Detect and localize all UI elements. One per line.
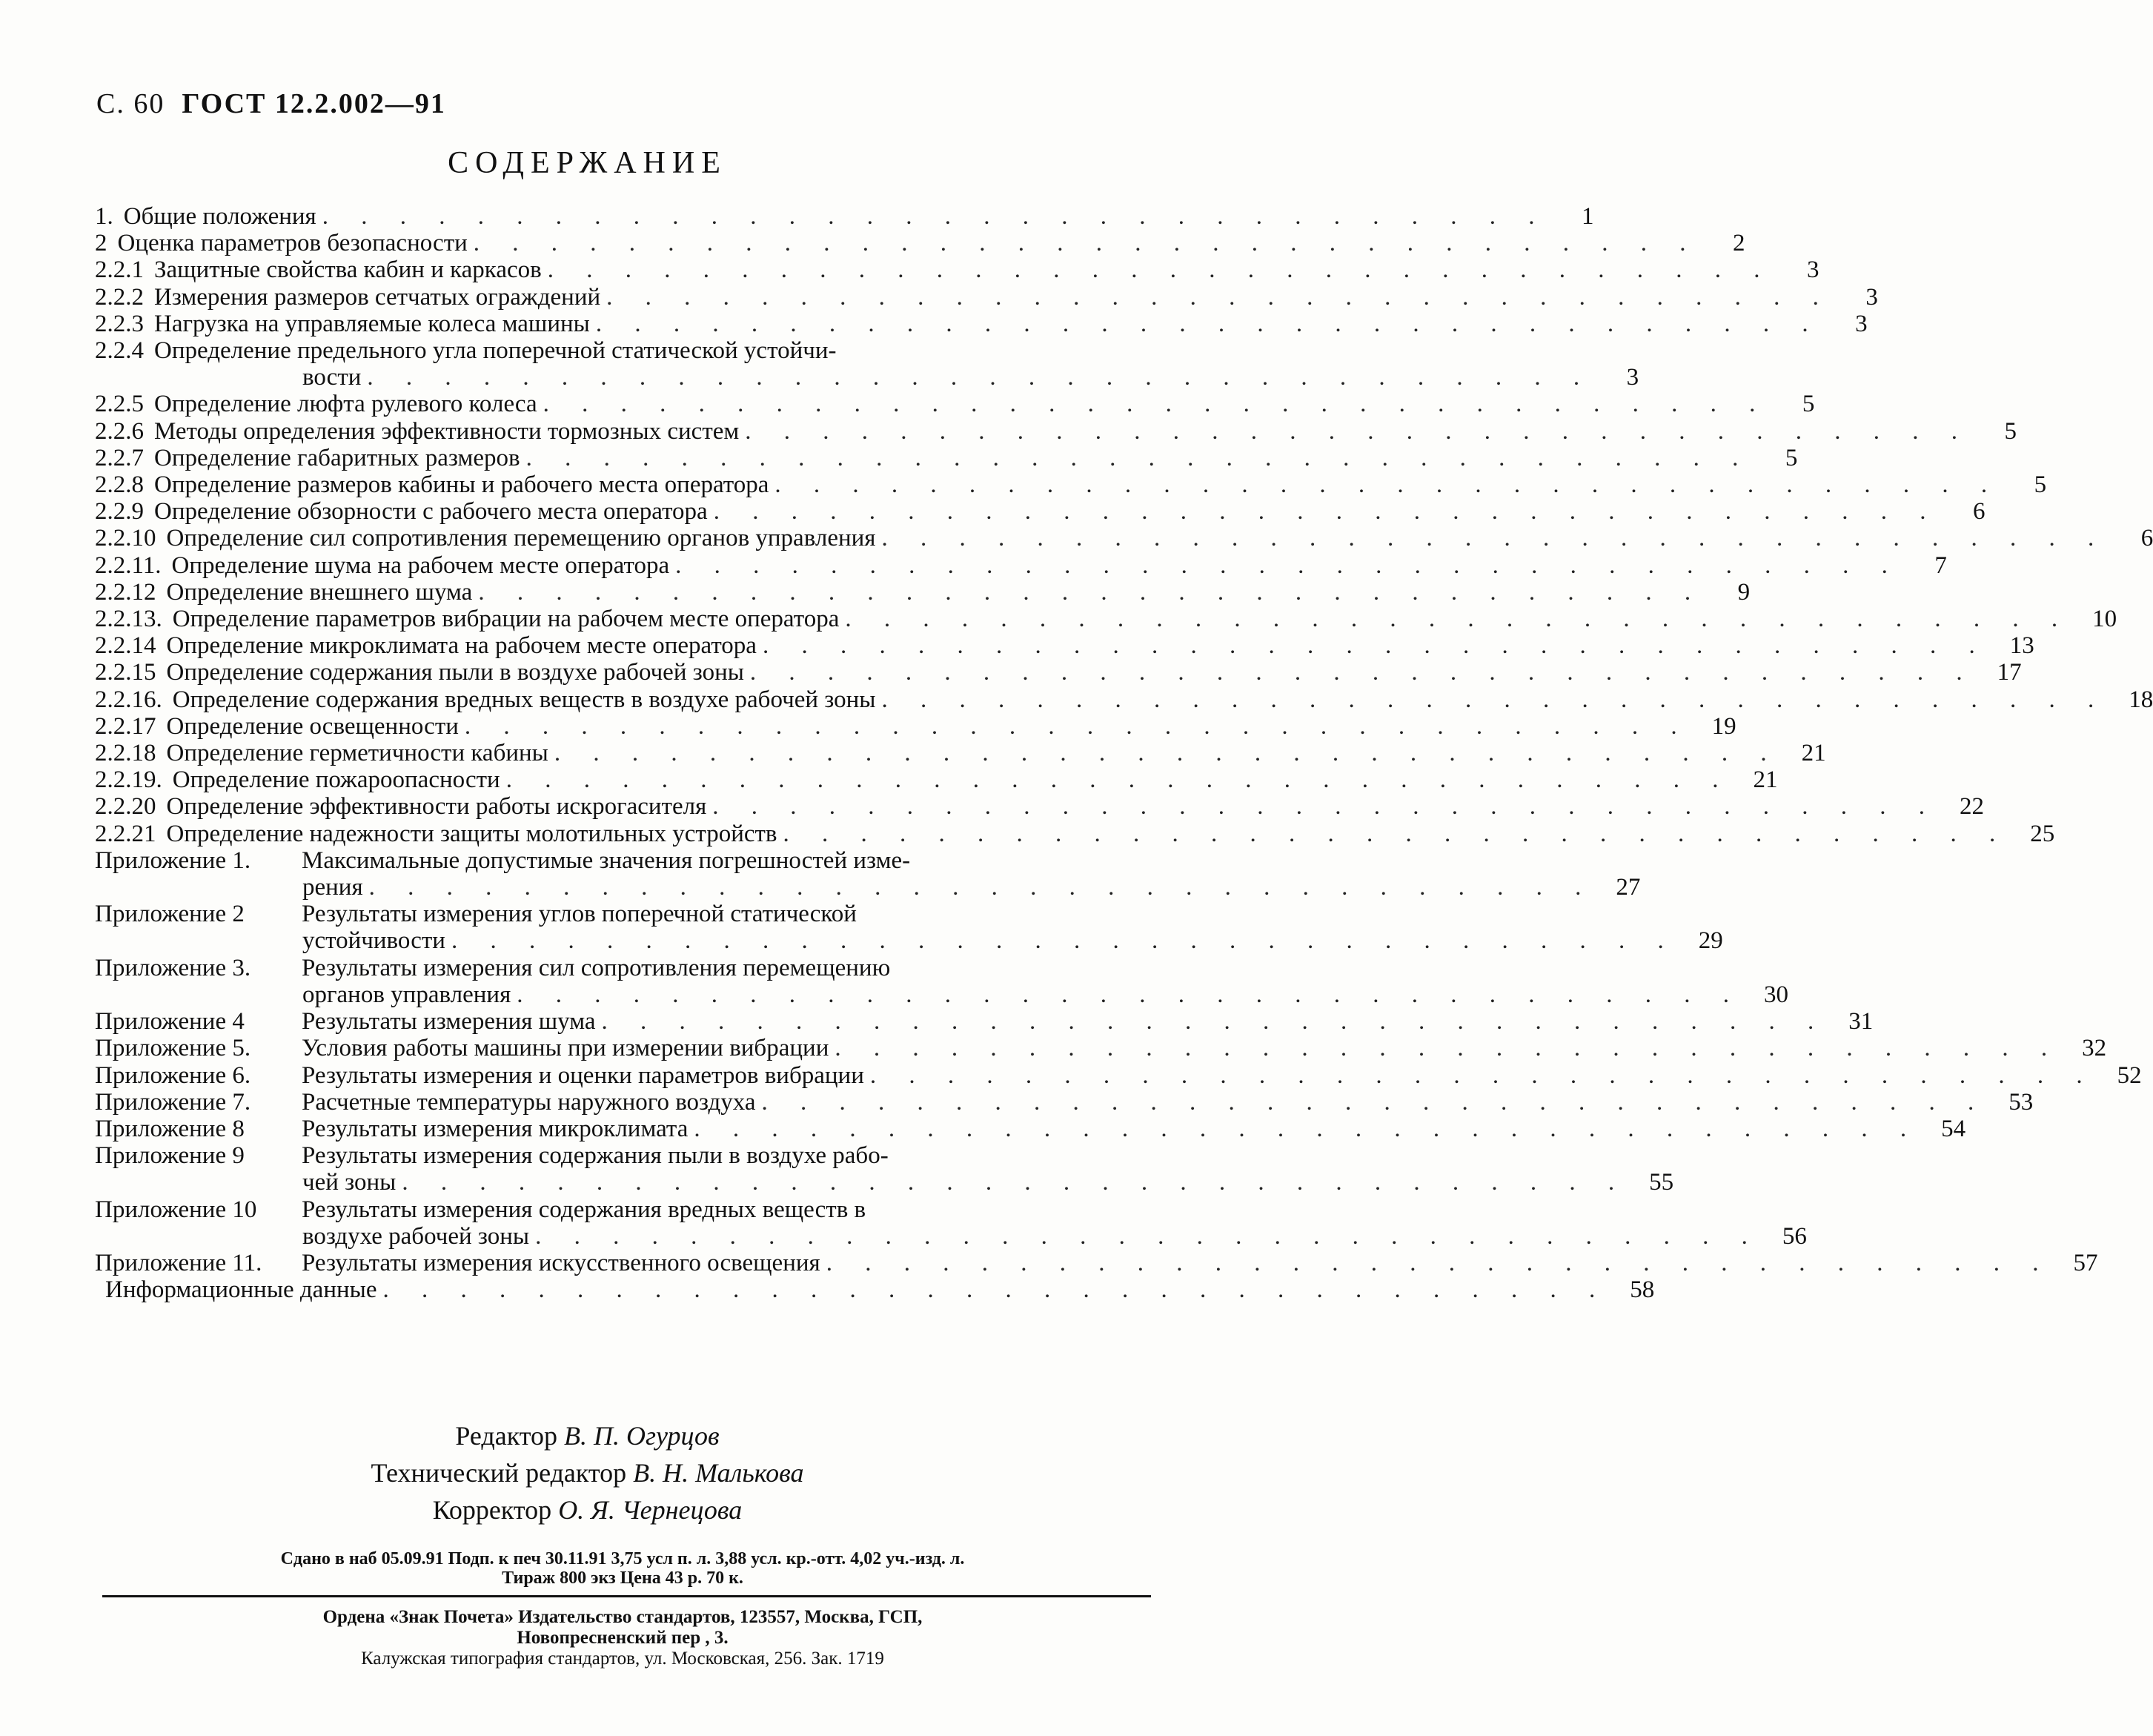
toc-entry-title: Оценка параметров безопасности [117,230,468,257]
toc-leader-dots: . . . . . . . . . . . . . . . . . . . . . . . . . . . . . . . . [694,1115,1920,1142]
toc-entry-page: 5 [2034,471,2047,499]
toc-entry-title: Информационные данные [105,1276,377,1304]
toc-entry [95,847,1118,874]
table-of-contents [95,203,2153,1304]
toc-entry-number: 2.2.12 [95,578,156,606]
toc-entry-title: воздухе рабочей зоны [302,1222,530,1250]
toc-leader-dots: . . . . . . . . . . . . . . . . . . . . . . . . . . . . . . . . [601,1008,1828,1036]
toc-entry [95,606,2117,633]
page-number: С. 60 [96,88,165,119]
toc-entry [95,659,2022,686]
toc-leader-dots: . . . . . . . . . . . . . . . . . . . . . . . . . . . . . . . . [835,1035,2061,1062]
toc-entry [95,927,1723,955]
toc-leader-dots: . . . . . . . . . . . . . . . . . . . . . . . . . . . . . . . . [783,820,2009,847]
toc-entry-number: Приложение 3. [95,954,251,981]
toc-entry-page: 1 [1581,203,1594,230]
toc-entry-page: 5 [1785,444,1798,471]
toc-entry-title: Определение предельного угла поперечной статической устойчи- [154,337,837,365]
toc-entry-title: Нагрузка на управляемые колеса машины [154,310,590,337]
toc-leader-dots: . . . . . . . . . . . . . . . . . . . . . . . . . . . . . . . . [745,417,1971,445]
toc-entry [95,364,1639,391]
toc-entry-number: 2.2.3 [95,310,144,337]
toc-entry-title: Результаты измерения содержания вредных веществ в [302,1196,866,1223]
editor-name: В. П. Огурцов [564,1421,720,1451]
toc-entry-title: Определение эффективности работы искрогасителя [166,793,707,821]
toc-entry [95,551,1947,579]
toc-entry-number: 1. [95,203,113,230]
toc-entry [95,1088,2034,1116]
imprint [96,1549,1149,1588]
toc-entry [95,578,1751,606]
toc-leader-dots: . . . . . . . . . . . . . . . . . . . . . . . . . . . . . . . . [881,686,2108,713]
toc-entry-page: 52 [2117,1061,2142,1089]
toc-entry-number: 2.2.15 [95,659,156,686]
toc-entry [95,740,1826,767]
toc-entry [95,1276,1655,1304]
toc-entry-page: 21 [1753,766,1778,794]
toc-leader-dots: . . . . . . . . . . . . . . . . . . . . . . . . . . . . . . . . [595,310,1822,337]
corrector-line: Корректор О. Я. Чернецова [432,1495,743,1525]
toc-leader-dots: . . . . . . . . . . . . . . . . . . . . . . . . . . . . . . . . [826,1249,2052,1276]
toc-entry-title: Определение обзорности с рабочего места оператора [154,498,708,526]
toc-leader-dots: . . . . . . . . . . . . . . . . . . . . . . . . . . . . . . . . [675,551,1901,579]
toc-leader-dots: . . . . . . . . . . . . . . . . . . . . . . . . . . . . . . . . [606,283,1832,311]
toc-entry-page: 5 [1802,391,1815,418]
toc-entry-title: Определение содержания вредных веществ в воздухе рабочей зоны [172,686,876,713]
toc-entry-page: 21 [1801,740,1826,767]
publisher-line-2: Новопресненский пер , 3. [517,1628,729,1648]
toc-entry [95,686,2153,713]
toc-entry [95,1115,1966,1142]
toc-leader-dots: . . . . . . . . . . . . . . . . . . . . . . . . . . . . . . . . [368,874,1595,901]
toc-entry-number: 2.2.2 [95,283,144,311]
toc-entry-number: 2.2.14 [95,632,156,660]
toc-entry-page: 58 [1630,1276,1655,1304]
toc-entry [95,901,1118,927]
toc-leader-dots: . . . . . . . . . . . . . . . . . . . . . . . . . . . . . . . . [505,766,1732,794]
toc-entry-number: 2 [95,230,107,257]
toc-leader-dots: . . . . . . . . . . . . . . . . . . . . . . . . . . . . . . . . [464,712,1691,740]
toc-entry [95,981,1788,1008]
toc-entry-page: 27 [1616,874,1641,901]
toc-leader-dots: . . . . . . . . . . . . . . . . . . . . . . . . . . . . . . . . [367,364,1593,391]
publisher-info [96,1607,1149,1669]
toc-entry-title: Методы определения эффективности тормозных систем [154,417,740,445]
toc-entry [95,391,1815,418]
toc-entry [95,1222,1807,1250]
toc-entry-title: Условия работы машины при измерении вибрации [302,1035,829,1062]
toc-entry-title: Результаты измерения содержания пыли в воздухе рабо- [302,1142,889,1170]
toc-entry [95,498,1986,526]
toc-entry-title: Максимальные допустимые значения погрешностей изме- [302,847,911,874]
toc-entry-title: Результаты измерения шума [302,1008,596,1036]
toc-leader-dots: . . . . . . . . . . . . . . . . . . . . . . . . . . . . . . . . [517,981,1742,1008]
toc-entry-number: 2.2.17 [95,712,156,740]
toc-entry [95,310,1868,337]
toc-entry-page: 54 [1941,1115,1966,1142]
toc-entry [95,1061,2142,1089]
toc-entry-number: 2.2.21 [95,820,156,847]
credits [0,1417,1175,1528]
divider [102,1595,1151,1597]
toc-leader-dots: . . . . . . . . . . . . . . . . . . . . . . . . . . . . . . . . [712,793,1939,821]
toc-entry-title: Определение содержания пыли в воздухе рабочей зоны [166,659,744,686]
toc-entry [95,1249,2098,1276]
tech-editor-line: Технический редактор В. Н. Малькова [371,1458,804,1488]
editor-line: Редактор В. П. Огурцов [455,1421,720,1451]
toc-entry-page: 22 [1960,793,1985,821]
toc-entry-number: Приложение 10 [95,1196,257,1223]
toc-entry-number: Приложение 7. [95,1088,251,1116]
toc-leader-dots: . . . . . . . . . . . . . . . . . . . . . . . . . . . . . . . . [761,1088,1988,1116]
toc-entry-page: 3 [1626,364,1639,391]
toc-leader-dots: . . . . . . . . . . . . . . . . . . . . . . . . . . . . . . . . [535,1222,1761,1250]
toc-entry [95,1169,1674,1196]
toc-entry-number: 2.2.19. [95,766,162,794]
toc-leader-dots: . . . . . . . . . . . . . . . . . . . . . . . . . . . . . . . . [547,256,1774,284]
toc-entry-number: 2.2.16. [95,686,162,713]
toc-leader-dots: . . . . . . . . . . . . . . . . . . . . . . . . . . . . . . . . [525,444,1752,471]
toc-entry-number: 2.2.10 [95,525,156,552]
toc-leader-dots: . . . . . . . . . . . . . . . . . . . . . . . . . . . . . . . . [713,498,1940,526]
toc-entry-number: 2.2.8 [95,471,144,499]
toc-entry [95,256,1819,284]
toc-leader-dots: . . . . . . . . . . . . . . . . . . . . . . . . . . . . . . . . [402,1169,1628,1196]
toc-entry-title: Определение шума на рабочем месте оператора [171,551,670,579]
standard-code: ГОСТ 12.2.002—91 [182,88,446,119]
toc-entry [95,1142,1118,1169]
page-title: СОДЕРЖАНИЕ [448,146,727,180]
toc-entry [95,793,1985,821]
toc-entry-number: Приложение 9 [95,1142,245,1170]
toc-leader-dots: . . . . . . . . . . . . . . . . . . . . . . . . . . . . . . . . [382,1276,1609,1304]
toc-entry-title: органов управления [302,981,511,1008]
toc-entry-title: вости [302,364,362,391]
toc-entry-page: 53 [2008,1088,2034,1116]
toc-entry [95,820,2055,847]
toc-entry-number: 2.2.11. [95,551,162,579]
toc-entry-number: Приложение 11. [95,1249,262,1276]
toc-entry-number: 2.2.1 [95,256,144,284]
toc-leader-dots: . . . . . . . . . . . . . . . . . . . . . . . . . . . . . . . . [554,740,1780,767]
toc-entry-title: Измерения размеров сетчатых ограждений [154,283,601,311]
toc-entry-page: 6 [1972,498,1986,526]
toc-entry-title: Определение размеров кабины и рабочего места оператора [154,471,769,499]
toc-entry [95,203,1594,230]
toc-leader-dots: . . . . . . . . . . . . . . . . . . . . . . . . . . . . . . . . [869,1061,2096,1089]
toc-entry-title: Определение люфта рулевого колеса [154,391,537,418]
toc-leader-dots: . . . . . . . . . . . . . . . . . . . . . . . . . . . . . . . . [762,632,1988,660]
toc-entry-number: 2.2.7 [95,444,144,471]
toc-entry-page: 25 [2030,820,2055,847]
toc-entry-page: 5 [2004,417,2017,445]
toc-entry [95,525,2153,552]
toc-entry [95,444,1798,471]
toc-entry-page: 13 [2009,632,2034,660]
toc-leader-dots: . . . . . . . . . . . . . . . . . . . . . . . . . . . . . . . . [881,525,2108,552]
toc-entry-number: Приложение 5. [95,1035,251,1062]
toc-entry-number: 2.2.18 [95,740,156,767]
toc-entry [95,712,1736,740]
toc-entry-page: 31 [1848,1008,1874,1036]
toc-entry [95,955,1118,981]
toc-entry-page: 29 [1698,927,1723,955]
toc-entry [95,230,1745,257]
toc-entry [95,766,1778,794]
toc-entry-page: 55 [1649,1169,1674,1196]
toc-entry-number: 2.2.5 [95,391,144,418]
toc-entry-page: 9 [1737,578,1751,606]
toc-entry-number: 2.2.20 [95,793,156,821]
toc-entry-title: Результаты измерения сил сопротивления перемещению [302,954,891,981]
toc-entry-number: 2.2.9 [95,498,144,526]
toc-entry-title: Определение микроклимата на рабочем месте оператора [166,632,757,660]
imprint-line-2: Тираж 800 экз Цена 43 р. 70 к. [502,1568,743,1588]
toc-entry-title: Определение параметров вибрации на рабочем месте оператора [172,606,840,633]
imprint-line-1: Сдано в наб 05.09.91 Подп. к печ 30.11.91 3,75 усл п. л. 3,88 усл. кр.-отт. 4,02 уч.-изд. л. [280,1549,965,1568]
toc-entry-number: 2.2.6 [95,417,144,445]
page-header [96,87,446,120]
toc-leader-dots: . . . . . . . . . . . . . . . . . . . . . . . . . . . . . . . . [749,659,1976,686]
corrector-name: О. Я. Чернецова [558,1495,743,1525]
toc-entry-page: 56 [1782,1222,1807,1250]
publisher-line-1: Ордена «Знак Почета» Издательство стандартов, 123557, Москва, ГСП, [322,1607,923,1627]
toc-entry-title: Определение сил сопротивления перемещению органов управления [166,525,876,552]
publisher-line-3: Калужская типография стандартов, ул. Московская, 256. Зак. 1719 [361,1649,884,1669]
toc-entry-title: Определение освещенности [166,712,459,740]
toc-entry-page: 17 [1997,659,2022,686]
toc-leader-dots: . . . . . . . . . . . . . . . . . . . . . . . . . . . . . . . . [845,606,2071,633]
toc-entry-page: 19 [1711,712,1736,740]
toc-entry-title: чей зоны [302,1169,397,1196]
toc-entry [95,471,2047,499]
toc-leader-dots: . . . . . . . . . . . . . . . . . . . . . . . . . . . . . . . . [451,927,1677,955]
toc-entry-title: Определение внешнего шума [166,578,473,606]
toc-entry-title: Общие положения [123,203,316,230]
toc-entry-page: 6 [2140,525,2153,552]
toc-entry-number: Приложение 2 [95,901,245,928]
toc-entry [95,1008,1874,1036]
toc-entry [95,1035,2107,1062]
toc-entry [95,632,2034,660]
toc-entry-number: Приложение 1. [95,847,251,874]
toc-entry [95,417,2017,445]
toc-entry-page: 3 [1855,310,1868,337]
toc-entry [95,1196,1118,1223]
toc-entry-page: 2 [1733,230,1745,257]
toc-entry-title: Определение габаритных размеров [154,444,520,471]
toc-entry-title: Результаты измерения и оценки параметров вибрации [302,1061,864,1089]
toc-leader-dots: . . . . . . . . . . . . . . . . . . . . . . . . . . . . . . . . [774,471,2001,499]
toc-leader-dots: . . . . . . . . . . . . . . . . . . . . . . . . . . . . . . . . [322,203,1548,230]
toc-entry-title: Определение герметичности кабины [166,740,548,767]
toc-entry-page: 32 [2082,1035,2107,1062]
toc-entry-title: Результаты измерения углов поперечной статической [302,901,857,928]
toc-entry-title: устойчивости [302,927,445,955]
toc-entry-title: Определение пожароопасности [172,766,500,794]
toc-entry-page: 57 [2073,1249,2098,1276]
toc-entry-number: 2.2.13. [95,606,162,633]
toc-entry-number: Приложение 4 [95,1008,245,1036]
toc-leader-dots: . . . . . . . . . . . . . . . . . . . . . . . . . . . . . . . . [473,230,1699,257]
toc-entry-page: 18 [2129,686,2153,713]
toc-entry-title: Результаты измерения микроклимата [302,1115,689,1142]
toc-entry-number: 2.2.4 [95,337,144,365]
toc-leader-dots: . . . . . . . . . . . . . . . . . . . . . . . . . . . . . . . . [478,578,1705,606]
toc-entry-title: Расчетные температуры наружного воздуха [302,1088,756,1116]
toc-entry-title: Защитные свойства кабин и каркасов [154,256,542,284]
toc-entry-page: 7 [1934,551,1947,579]
toc-entry-title: Определение надежности защиты молотильных устройств [166,820,777,847]
toc-entry-number: Приложение 8 [95,1115,245,1142]
toc-entry [95,874,1641,901]
toc-entry [95,337,1118,364]
toc-leader-dots: . . . . . . . . . . . . . . . . . . . . . . . . . . . . . . . . [543,391,1769,418]
toc-entry-title: Результаты измерения искусственного освещения [302,1249,820,1276]
toc-entry-page: 3 [1806,256,1819,284]
tech-editor-name: В. Н. Малькова [633,1458,804,1488]
toc-entry [95,283,1878,311]
toc-entry-number: Приложение 6. [95,1061,251,1089]
toc-entry-page: 3 [1865,283,1878,311]
toc-entry-page: 10 [2092,606,2117,633]
toc-entry-page: 30 [1764,981,1788,1008]
toc-entry-title: рения [302,874,363,901]
